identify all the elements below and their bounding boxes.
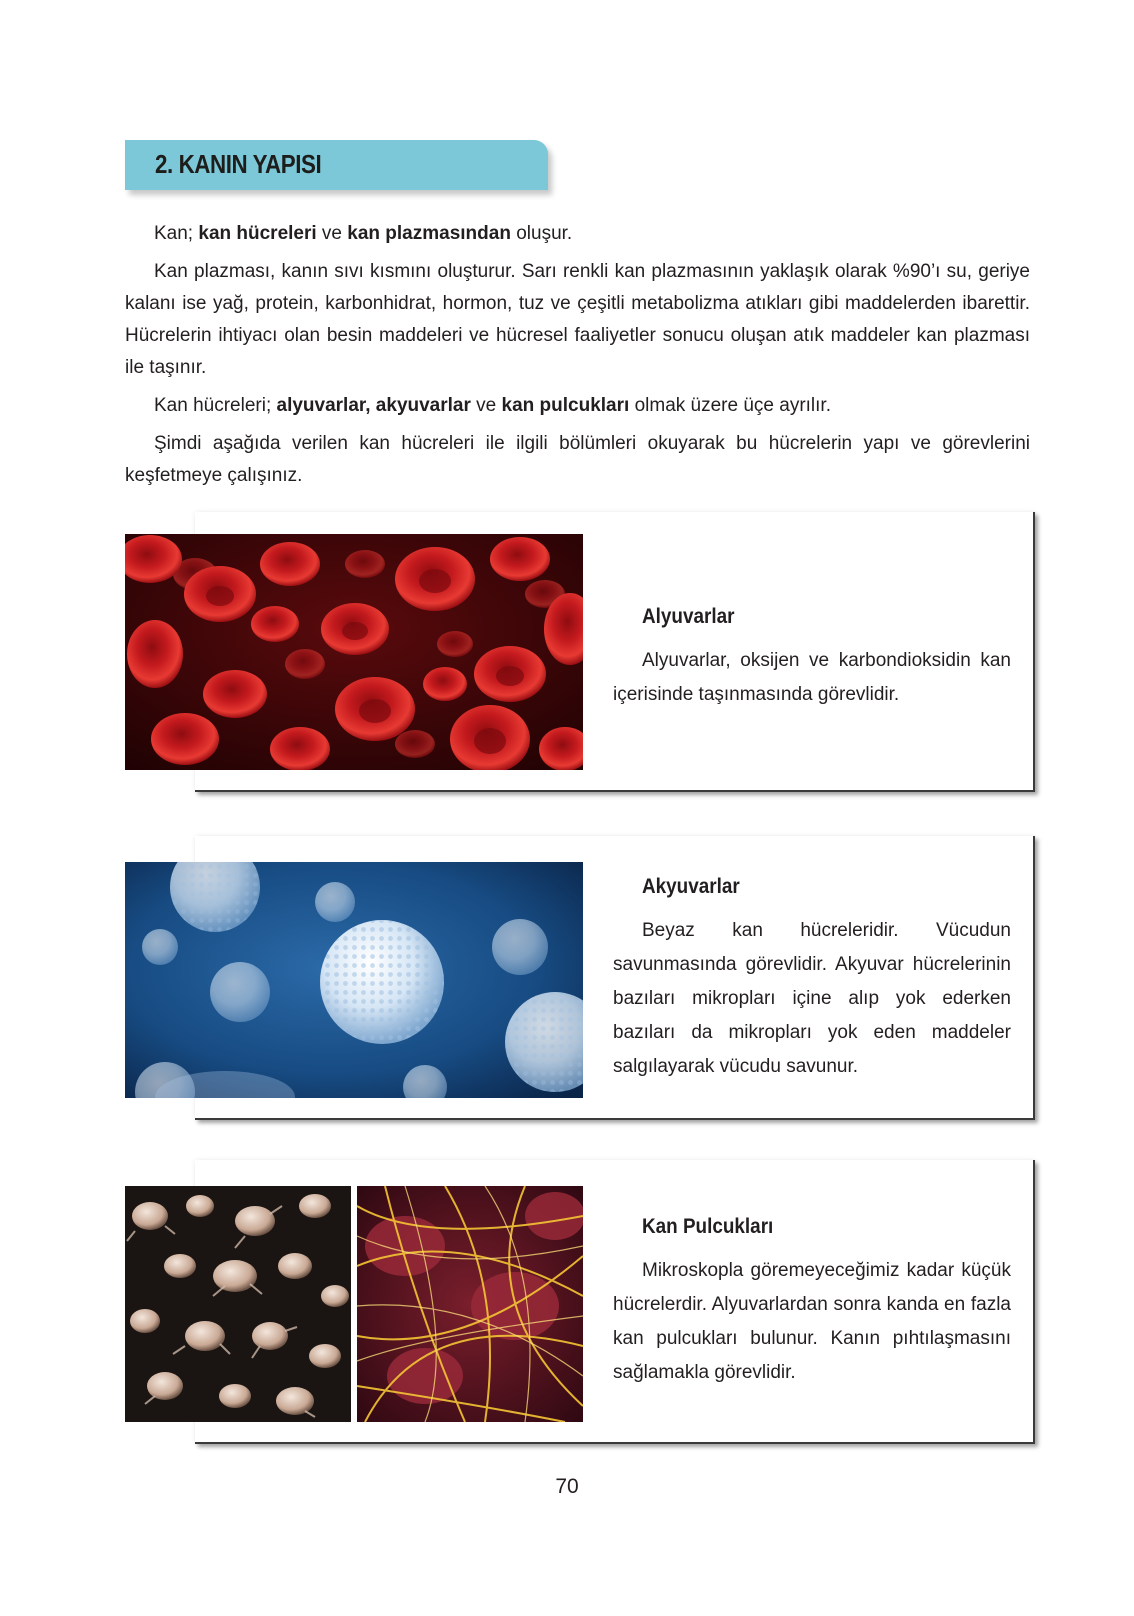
card-title: Akyuvarlar — [642, 875, 740, 898]
text-run: Kan hücreleri; — [154, 395, 277, 416]
red-blood-cells-image — [125, 534, 583, 770]
card-text-alyuvarlar — [613, 600, 1011, 712]
card-text-akyuvarlar — [613, 870, 1011, 1084]
text-run: ve — [316, 223, 348, 244]
bold-term: alyuvarlar, akyuvarlar — [276, 395, 471, 416]
card-body: Beyaz kan hücreleridir. Vücudun savunmasında görevlidir. Akyuvar hücrelerinin bazıları mikropları içine alıp yok ederken bazıları da mikropları yok eden maddeler salgılayarak vücudu savunur. — [613, 920, 1011, 1077]
card-title: Alyuvarlar — [642, 605, 735, 628]
card-body: Alyuvarlar, oksijen ve karbondioksidin kan içerisinde taşınmasında görevlidir. — [613, 650, 1011, 705]
bold-term: kan plazmasından — [347, 223, 511, 244]
text-run: ve — [470, 395, 502, 416]
intro-paragraph-3 — [125, 390, 1030, 422]
section-title: 2. KANIN YAPISI — [155, 149, 322, 179]
bold-term: kan pulcukları — [501, 395, 630, 416]
intro-text — [125, 218, 1030, 498]
card-body: Mikroskopla göremeyeceğimiz kadar küçük hücrelerdir. Alyuvarlardan sonra kanda en fazla kan pulcukları bulunur. Kanın pıhtılaşmasını sağlamakla görevlidir. — [613, 1260, 1011, 1383]
card-text-kan-pulcuklari — [613, 1210, 1011, 1390]
text-run: Kan; — [154, 223, 199, 244]
intro-paragraph-2: Kan plazması, kanın sıvı kısmını oluşturur. Sarı renkli kan plazmasının yaklaşık olarak %90’ı su, geriye kalanı ise yağ, protein, karbonhidrat, hormon, tuz ve çeşitli metabolizma atıkları gibi maddelerden ibarettir. Hücrelerin ihtiyacı olan besin maddeleri ve hücresel faaliyetler sonucu oluşan atık maddeler kan plazması ile taşınır. — [125, 261, 1030, 378]
text-run: olmak üzere üçe ayrılır. — [629, 395, 831, 416]
intro-paragraph-4: Şimdi aşağıda verilen kan hücreleri ile ilgili bölümleri okuyarak bu hücrelerin yapı ve görevlerini keşfetmeye çalışınız. — [125, 433, 1030, 486]
section-header — [125, 140, 548, 190]
card-title: Kan Pulcukları — [642, 1215, 774, 1238]
text-run: oluşur. — [510, 223, 573, 244]
platelets-images — [125, 1186, 583, 1422]
page-number: 70 — [555, 1475, 579, 1498]
white-blood-cells-image — [125, 862, 583, 1098]
intro-paragraph-1 — [125, 218, 1030, 250]
bold-term: kan hücreleri — [198, 223, 317, 244]
